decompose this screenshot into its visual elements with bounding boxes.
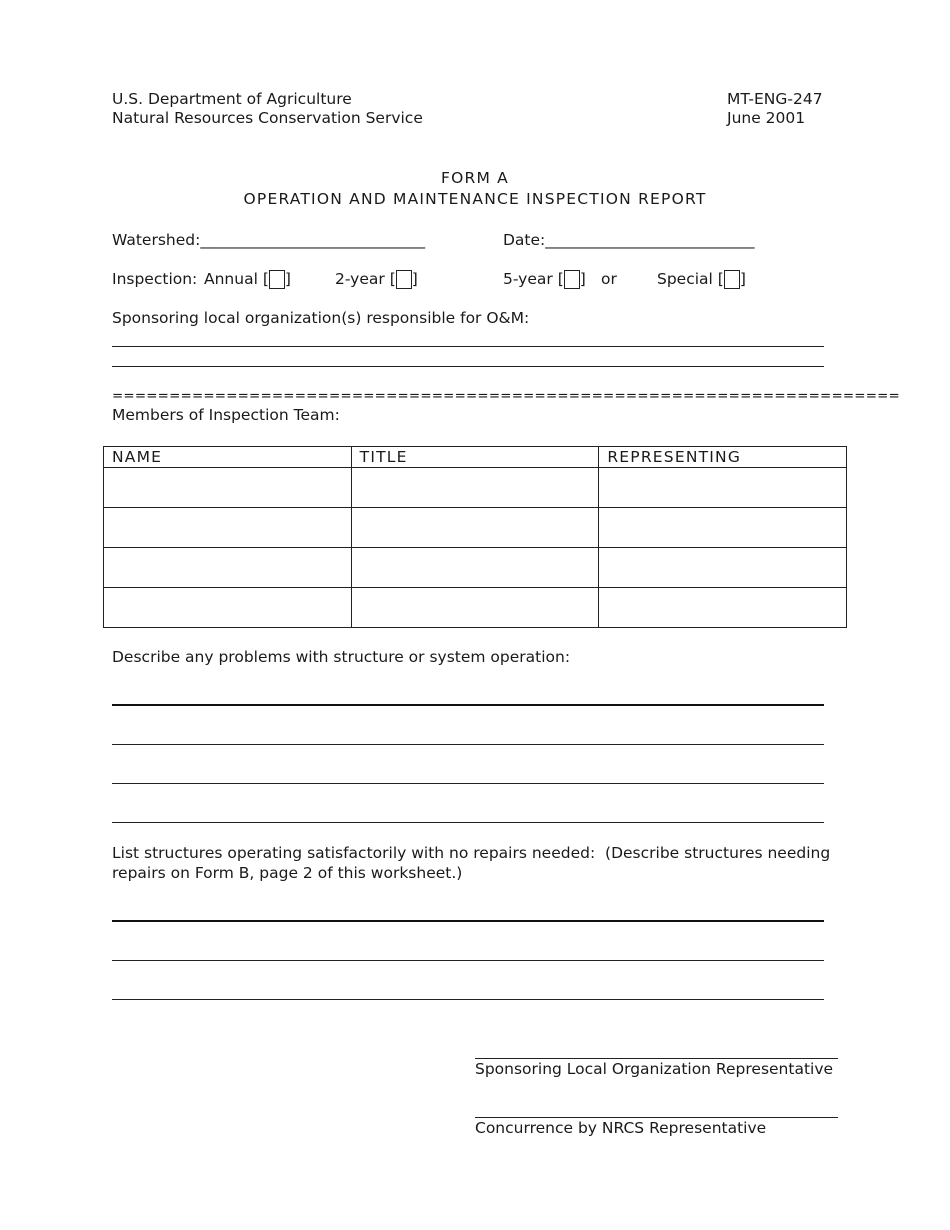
inspection-5-year[interactable]: 5-year [ ] bbox=[503, 270, 586, 288]
table-row bbox=[104, 508, 847, 548]
inspection-label: Inspection: bbox=[112, 270, 198, 288]
representing-cell[interactable] bbox=[599, 548, 847, 588]
title-cell[interactable] bbox=[351, 508, 599, 548]
form-date: June 2001 bbox=[727, 109, 806, 127]
sponsoring-org-label: Sponsoring local organization(s) responsible for O&M: bbox=[112, 309, 530, 327]
special-checkbox[interactable] bbox=[724, 270, 740, 289]
satisfactory-line-2[interactable] bbox=[112, 960, 824, 961]
satisfactory-line-1[interactable] bbox=[112, 920, 824, 922]
agency-name: U.S. Department of Agriculture bbox=[112, 90, 352, 108]
date-label: Date: bbox=[503, 231, 546, 249]
table-row bbox=[104, 588, 847, 628]
annual-label: Annual bbox=[204, 270, 258, 288]
separator-line: ===================================================================== bbox=[112, 389, 900, 404]
inspection-2-year[interactable]: 2-year [ ] bbox=[335, 270, 418, 288]
sponsoring-org-line-1[interactable] bbox=[112, 346, 824, 347]
inspection-team-table bbox=[103, 446, 847, 628]
annual-checkbox[interactable] bbox=[269, 270, 285, 289]
form-number: MT-ENG-247 bbox=[727, 90, 823, 108]
report-title: OPERATION AND MAINTENANCE INSPECTION REPORT bbox=[243, 190, 707, 208]
name-cell[interactable] bbox=[104, 508, 352, 548]
column-header-name: NAME bbox=[104, 447, 352, 468]
watershed-field[interactable] bbox=[112, 231, 425, 250]
name-cell[interactable] bbox=[104, 468, 352, 508]
special-label: Special bbox=[657, 270, 713, 288]
date-field[interactable] bbox=[503, 231, 755, 250]
table-row bbox=[104, 468, 847, 508]
date-blank: ___________________________ bbox=[545, 231, 755, 249]
inspection-special[interactable]: Special [ ] bbox=[657, 270, 746, 288]
problems-line-4[interactable] bbox=[112, 822, 824, 823]
title-cell[interactable] bbox=[351, 588, 599, 628]
watershed-label: Watershed: bbox=[112, 231, 201, 249]
five-year-checkbox[interactable] bbox=[564, 270, 580, 289]
satisfactory-label-line-2: repairs on Form B, page 2 of this worksheet.) bbox=[112, 864, 463, 882]
title-cell[interactable] bbox=[351, 548, 599, 588]
title-cell[interactable] bbox=[351, 468, 599, 508]
name-cell[interactable] bbox=[104, 548, 352, 588]
two-year-label: 2-year bbox=[335, 270, 385, 288]
or-text: or bbox=[601, 270, 617, 288]
problems-line-2[interactable] bbox=[112, 744, 824, 745]
sponsor-signature-label: Sponsoring Local Organization Representative bbox=[475, 1060, 834, 1078]
form-title: FORM A bbox=[441, 169, 509, 187]
representing-cell[interactable] bbox=[599, 468, 847, 508]
five-year-label: 5-year bbox=[503, 270, 553, 288]
satisfactory-label-line-1: List structures operating satisfactorily with no repairs needed: (Describe structures needing bbox=[112, 844, 831, 862]
problems-line-1[interactable] bbox=[112, 704, 824, 706]
sponsoring-org-line-2[interactable] bbox=[112, 366, 824, 367]
nrcs-signature-label: Concurrence by NRCS Representative bbox=[475, 1119, 767, 1137]
watershed-blank: _____________________________ bbox=[200, 231, 426, 249]
representing-cell[interactable] bbox=[599, 508, 847, 548]
sponsor-signature-line[interactable] bbox=[475, 1058, 838, 1059]
team-heading: Members of Inspection Team: bbox=[112, 406, 340, 424]
representing-cell[interactable] bbox=[599, 588, 847, 628]
problems-line-3[interactable] bbox=[112, 783, 824, 784]
name-cell[interactable] bbox=[104, 588, 352, 628]
column-header-title: TITLE bbox=[351, 447, 599, 468]
nrcs-signature-line[interactable] bbox=[475, 1117, 838, 1118]
column-header-representing: REPRESENTING bbox=[599, 447, 847, 468]
table-row bbox=[104, 548, 847, 588]
inspection-annual[interactable]: Annual [ ] bbox=[204, 270, 291, 288]
two-year-checkbox[interactable] bbox=[396, 270, 412, 289]
satisfactory-line-3[interactable] bbox=[112, 999, 824, 1000]
agency-service: Natural Resources Conservation Service bbox=[112, 109, 423, 127]
problems-label: Describe any problems with structure or system operation: bbox=[112, 648, 571, 666]
